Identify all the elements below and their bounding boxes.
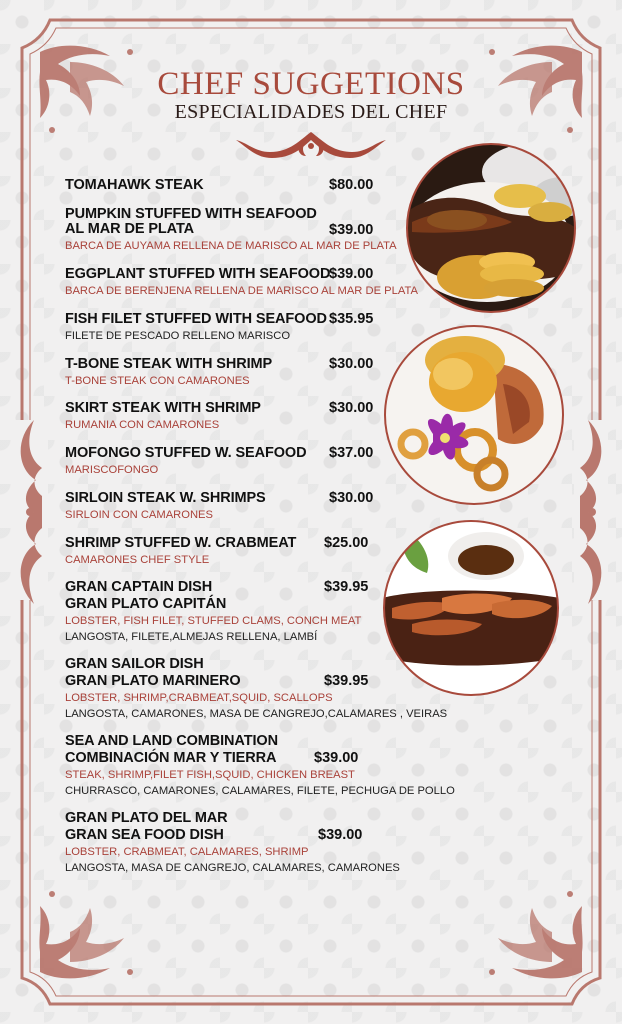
item-6-spanish: MARISCOFONGO	[65, 464, 159, 476]
item-9-spanish: LOBSTER, FISH FILET, STUFFED CLAMS, CONCH MEAT	[65, 615, 362, 627]
page-subtitle: ESPECIALIDADES DEL CHEF	[174, 101, 448, 123]
item-5-price: $30.00	[329, 400, 374, 416]
item-12-name-line2: GRAN SEA FOOD DISH	[65, 827, 224, 843]
item-1-spanish: BARCA DE AUYAMA RELLENA DE MARISCO AL MAR DE PLATA	[65, 240, 397, 252]
page-title: CHEF SUGGETIONS	[157, 66, 465, 102]
item-11-name-line2: COMBINACIÓN MAR Y TIERRA	[65, 750, 277, 766]
item-0-name: TOMAHAWK STEAK	[65, 177, 204, 193]
tomahawk-steak-photo	[402, 142, 580, 314]
item-2-name: EGGPLANT STUFFED WITH SEAFOOD	[65, 266, 331, 282]
item-7-spanish: SIRLOIN CON CAMARONES	[65, 509, 213, 521]
item-2-spanish: BARCA DE BERENJENA RELLENA DE MARISCO AL MAR DE PLATA	[65, 285, 418, 297]
item-11-price: $39.00	[314, 750, 359, 766]
item-1-name-line2: AL MAR DE PLATA	[65, 221, 194, 237]
item-10-spanish: LOBSTER, SHRIMP,CRABMEAT,SQUID, SCALLOPS	[65, 692, 333, 704]
item-12-price: $39.00	[318, 827, 363, 843]
item-12-spanish-2: LANGOSTA, MASA DE CANGREJO, CALAMARES, CAMARONES	[65, 862, 400, 874]
item-10-name-line2: GRAN PLATO MARINERO	[65, 673, 241, 689]
title-flourish-icon	[236, 132, 386, 158]
item-3-price: $35.95	[329, 311, 374, 327]
item-10-price: $39.95	[324, 673, 369, 689]
item-1-price: $39.00	[329, 222, 374, 238]
corner-ornament-bottom-left-icon	[39, 891, 133, 978]
item-11-name: SEA AND LAND COMBINATION	[65, 733, 278, 749]
item-9-spanish-2: LANGOSTA, FILETE,ALMEJAS RELLENA, LAMBÍ	[65, 631, 318, 643]
item-8-price: $25.00	[324, 535, 369, 551]
shrimp-steak-photo	[382, 518, 560, 698]
item-9-name-line2: GRAN PLATO CAPITÁN	[65, 596, 227, 612]
item-11-spanish: STEAK, SHRIMP,FILET FISH,SQUID, CHICKEN BREAST	[65, 769, 355, 781]
item-9-name: GRAN CAPTAIN DISH	[65, 579, 213, 595]
item-4-name: T-BONE STEAK WITH SHRIMP	[65, 356, 273, 372]
item-8-spanish: CAMARONES CHEF STYLE	[65, 554, 210, 566]
item-2-price: $39.00	[329, 266, 374, 282]
mofongo-lobster-photo	[383, 324, 565, 506]
item-3-name: FISH FILET STUFFED WITH SEAFOOD	[65, 311, 327, 327]
item-5-spanish: RUMANIA CON CAMARONES	[65, 419, 220, 431]
item-0-price: $80.00	[329, 177, 374, 193]
item-10-spanish-2: LANGOSTA, CAMARONES, MASA DE CANGREJO,CALAMARES , VEIRAS	[65, 708, 448, 720]
corner-ornament-bottom-right-icon	[489, 891, 583, 978]
item-11-spanish-2: CHURRASCO, CAMARONES, CALAMARES, FILETE, PECHUGA DE POLLO	[65, 785, 455, 797]
item-6-name: MOFONGO STUFFED W. SEAFOOD	[65, 445, 307, 461]
item-7-name: SIRLOIN STEAK W. SHRIMPS	[65, 490, 266, 506]
item-9-price: $39.95	[324, 579, 369, 595]
item-6-price: $37.00	[329, 445, 374, 461]
item-8-name: SHRIMP STUFFED W. CRABMEAT	[65, 535, 297, 551]
item-12-name: GRAN PLATO DEL MAR	[65, 810, 228, 826]
item-3-spanish: FILETE DE PESCADO RELLENO MARISCO	[65, 330, 291, 342]
item-5-name: SKIRT STEAK WITH SHRIMP	[65, 400, 261, 416]
item-4-spanish: T-BONE STEAK CON CAMARONES	[65, 375, 250, 387]
item-10-name: GRAN SAILOR DISH	[65, 656, 204, 672]
item-4-price: $30.00	[329, 356, 374, 372]
item-7-price: $30.00	[329, 490, 374, 506]
item-12-spanish: LOBSTER, CRABMEAT, CALAMARES, SHRIMP	[65, 846, 309, 858]
item-1-name: PUMPKIN STUFFED WITH SEAFOOD	[65, 206, 317, 222]
